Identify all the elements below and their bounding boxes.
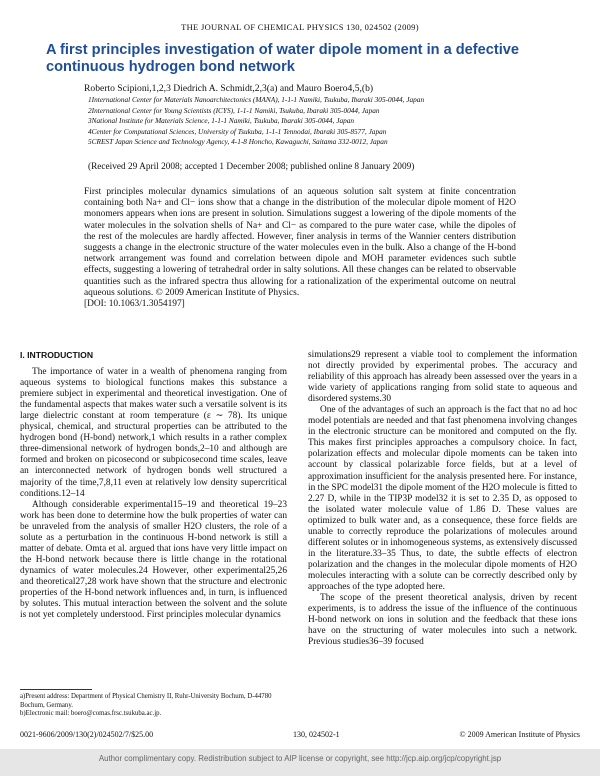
intro-paragraph-continued: simulations29 represent a viable tool to complement the information not directly provided by experimental probes. The accuracy and reliability of this approach has already been assessed over the years in a wide variety of applications ranging from solid state to aqueous and disordered systems.30 bbox=[308, 350, 577, 405]
article-title: A first principles investigation of water dipole moment in a defective continuous hydrogen bond network bbox=[46, 42, 520, 75]
intro-paragraph-1: The importance of water in a wealth of phenomena ranging from aqueous systems to biological functions makes this substance a premiere subject in experimental and theoretical investigation. One of the fundamental aspects that makes water such a versatile solvent is its large dielectric constant at room temperature (ε ∼ 78). Its unique physical, chemical, and structural properties can be attributed to the hydrogen bond (H-bond) network,1 which results in a rather complex three-dimensional network of hydrogen bonds,2–10 and although are formed and broken on picosecond or subpicosecond time scales, leave an interconnected network of hydrogen bonds well structured a majority of the time,7,8,11 even at relatively low density supercritical conditions.12–14 bbox=[20, 367, 287, 499]
intro-paragraph-3: One of the advantages of such an approach is the fact that no ad hoc model potentials are needed and that fast phenomena involving changes in the electronic structure can be monitored and computed on the fly. This makes first principles approaches a compulsory choice. In fact, polarization effects and molecular dipole moments can be taken into account by classical polarizable force fields, but at a level of approximation insufficient for the analysis presented here. For instance, in the SPC model31 the dipole moment of the H2O molecule is fitted to 2.27 D, while in the TIP3P model32 it is set to 2.35 D, as opposed to the isolated water molecule value of 1.86 D. These values are optimized to bulk water and, as a consequence, these force fields are unable to correctly reproduce the polarizations of molecules around different solutes or in inhomogeneous systems, as extensively discussed in the literature.33–35 Thus, to date, the subtle effects of electron polarization and the changes in the molecular dipole moments of H2O molecules interacting with a solute can be correctly described only by approaches of the type adopted here. bbox=[308, 405, 577, 592]
abstract-text: First principles molecular dynamics simulations of an aqueous solution salt system at finite concentration containing both Na+ and Cl− ions show that a change in the distribution of the molecular dipole moment of H2O monomers appears when ions are present in solution. Simulations suggest a lowering of the dipole moments of the water molecules in the solvation shells of Na+ and Cl− as compared to the pure water case, while the dipoles of the rest of the molecules are hardly affected. However, finer analysis in terms of the Wannier centers distribution suggests a change in the electronic structure of the water molecules even in the bulk. Also a change of the H-bond network arrangement was found and correlation between dipole and MOH parameter evidences such subtle effects, suggesting a lowering of tetrahedral order in salty solutions. All these changes can be related to observable quantities such as the infrared spectra thus allowing for a rationalization of the experimental outcome on neutral aqueous solutions. © 2009 American Institute of Physics. bbox=[84, 187, 516, 298]
footnote-a: a)Present address: Department of Physical Chemistry II, Ruhr-University Bochum, D-44780 Bochum, Germany. bbox=[20, 693, 272, 709]
footer-copyright: © 2009 American Institute of Physics bbox=[459, 730, 580, 739]
affiliation-2: 2International Center for Young Scientists (ICYS), 1-1-1 Namiki, Tsukuba, Ibaraki 305-0044, Japan bbox=[88, 105, 380, 115]
footnote-divider bbox=[20, 689, 92, 690]
author-list: Roberto Scipioni,1,2,3 Diedrich A. Schmidt,2,3(a) and Mauro Boero4,5,(b) bbox=[84, 83, 374, 94]
section-heading-introduction: I. INTRODUCTION bbox=[20, 350, 94, 360]
affiliation-1: 1International Center for Materials Nanoarchitectonics (MANA), 1-1-1 Namiki, Tsukuba, Ibaraki 305-0044, Japan bbox=[88, 95, 425, 104]
affiliation-5: 5CREST Japan Science and Technology Agency, 4-1-8 Honcho, Kawaguchi, Saitama 332-0012, Japan bbox=[88, 137, 388, 147]
abstract bbox=[84, 187, 516, 310]
footer-page-number: 130, 024502-1 bbox=[293, 730, 340, 739]
intro-paragraph-4: The scope of the present theoretical analysis, driven by recent experiments, is to address the issue of the influence of the continuous H-bond network on ions in solution and the feedback that these ions have on the structuring of water molecules into such a network. Previous studies36–39 focused bbox=[308, 593, 577, 648]
affiliation-4: 4Center for Computational Sciences, University of Tsukuba, 1-1-1 Tennodai, Ibaraki 305-8577, Japan bbox=[88, 126, 387, 136]
affiliation-3: 3National Institute for Materials Science, 1-1-1 Namiki, Tsukuba, Ibaraki 305-0044, Japan bbox=[88, 116, 355, 126]
footnotes bbox=[20, 693, 287, 719]
left-column bbox=[20, 350, 287, 621]
right-column bbox=[308, 350, 577, 648]
running-header: THE JOURNAL OF CHEMICAL PHYSICS 130, 024502 (2009) bbox=[181, 22, 419, 32]
footnote-b: b)Electronic mail: boero@comas.frsc.tsukuba.ac.jp. bbox=[20, 710, 162, 718]
footer-issn: 0021-9606/2009/130(2)/024502/7/$25.00 bbox=[20, 730, 154, 739]
received-dates: (Received 29 April 2008; accepted 1 December 2008; published online 8 January 2009) bbox=[88, 162, 415, 172]
doi-link[interactable]: [DOI: 10.1063/1.3054197] bbox=[84, 299, 185, 310]
affiliations bbox=[88, 95, 558, 148]
copyright-notice: Author complimentary copy. Redistribution subject to AIP license or copyright, see http://jcp.aip.org/jcp/copyright.jsp bbox=[98, 754, 502, 763]
intro-paragraph-2: Although considerable experimental15–19 and theoretical 19–23 work has been done to determine how the bulk properties of water can be unraveled from the analysis of smaller H2O clusters, the role of a solute as a perturbation in the continuous H-bond network is still a matter of debate. Omta et al. argued that ions have very little impact on the H-bond network because there is little change in the rotational dynamics of water molecules.24 However, other experimental25,26 and theoretical27,28 work have shown that the structure and electronic properties of the H-bond network influences and, in turn, is influenced by solutes. This mutual interaction between the solvent and the solute is not yet completely understood. First principles molecular dynamics bbox=[20, 499, 287, 621]
